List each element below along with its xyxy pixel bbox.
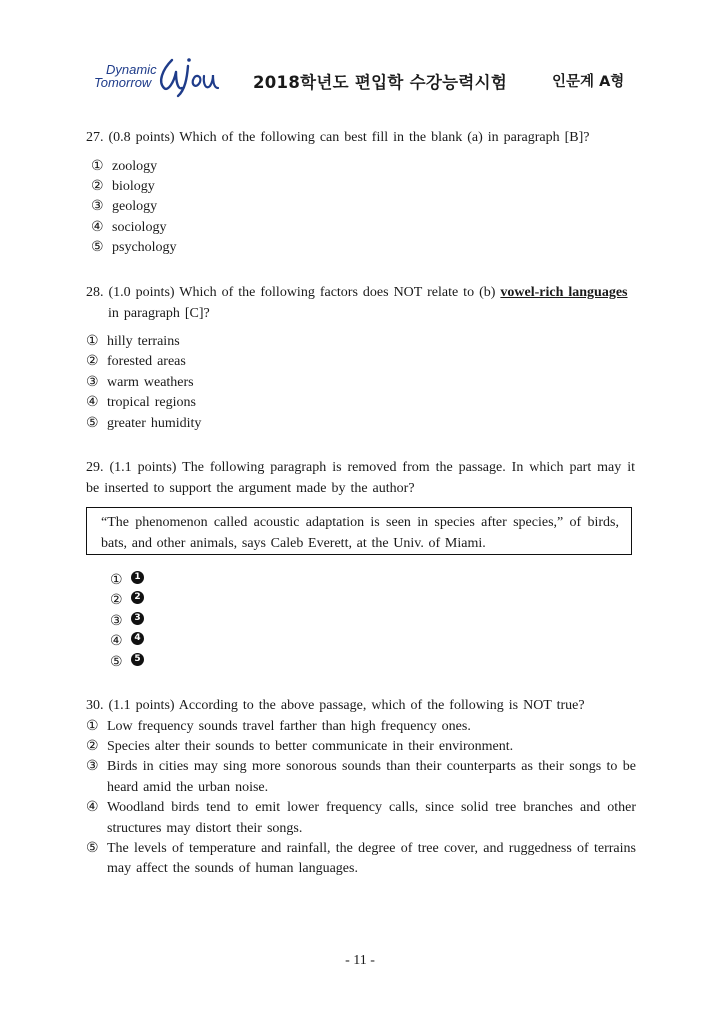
option-number: ① (91, 158, 104, 174)
option-30-4[interactable] (86, 798, 636, 839)
option-text: zoology (112, 158, 158, 174)
question-27-options (86, 157, 634, 259)
logo-text-tomorrow: Tomorrow (94, 75, 152, 90)
option-29-5[interactable] (110, 653, 144, 673)
option-27-2[interactable] (91, 177, 634, 197)
question-29-options (110, 571, 144, 673)
question-28-stem-prefix: 28. (1.0 points) Which of the following factors does NOT relate to (b) (86, 285, 501, 300)
question-27 (86, 128, 634, 259)
option-number: ③ (86, 759, 99, 775)
option-30-3[interactable] (86, 757, 636, 798)
option-29-4[interactable] (110, 632, 144, 652)
option-number: ⑤ (86, 840, 99, 856)
option-number: ⑤ (91, 240, 104, 256)
question-28-options (86, 332, 638, 434)
option-27-4[interactable] (91, 218, 634, 238)
option-text: forested areas (107, 354, 186, 370)
option-27-1[interactable] (91, 157, 634, 177)
option-27-3[interactable] (91, 197, 634, 217)
option-number: ① (110, 573, 123, 588)
option-number: ③ (91, 199, 104, 215)
option-28-1[interactable] (86, 332, 638, 352)
option-number: ② (86, 738, 99, 754)
option-text: psychology (112, 240, 177, 256)
option-text: tropical regions (107, 395, 196, 411)
option-text: sociology (112, 219, 167, 235)
black-circled-number: 5 (131, 653, 144, 666)
question-28-stem-line2: in paragraph [C]? (108, 305, 210, 321)
question-30 (86, 696, 636, 880)
option-number: ④ (86, 800, 99, 816)
option-number: ④ (110, 634, 123, 650)
option-number: ① (86, 718, 99, 734)
black-circled-number: 3 (131, 612, 144, 625)
option-28-3[interactable] (86, 373, 638, 393)
page-header (92, 50, 637, 102)
option-text: Species alter their sounds to better communicate in their environment. (107, 738, 514, 754)
option-text: Woodland birds tend to emit lower frequency calls, since solid tree branches and other structures may distort their songs. (107, 800, 636, 836)
option-30-5[interactable] (86, 839, 636, 880)
option-29-3[interactable] (110, 612, 144, 632)
question-29-stem: 29. (1.1 points) The following paragraph is removed from the passage. In which part may it be inserted to support the argument made by the author? (86, 460, 635, 496)
option-text: geology (112, 199, 158, 215)
option-number: ② (91, 178, 104, 194)
option-number: ① (86, 334, 99, 349)
option-28-5[interactable] (86, 414, 638, 434)
ajou-logo (92, 50, 222, 102)
option-30-1[interactable] (86, 717, 636, 737)
question-27-stem: 27. (0.8 points) Which of the following can best fill in the blank (a) in paragraph [B]? (86, 130, 590, 145)
option-text: Low frequency sounds travel farther than high frequency ones. (107, 718, 471, 734)
option-30-2[interactable] (86, 737, 636, 757)
question-29 (86, 458, 635, 499)
option-number: ② (86, 354, 99, 370)
option-text: greater humidity (107, 415, 202, 431)
option-number: ② (110, 593, 123, 609)
option-29-2[interactable] (110, 591, 144, 611)
option-text: biology (112, 178, 155, 194)
option-text: warm weathers (107, 374, 194, 390)
inserted-paragraph-box: “The phenomenon called acoustic adaptation is seen in species after species,” of birds, bats, and other animals, says Caleb Everett, at the Univ. of Miami. (86, 507, 632, 555)
option-text: The levels of temperature and rainfall, the degree of tree cover, and ruggedness of terrains may affect the sounds of human languages. (107, 840, 636, 877)
option-number: ④ (91, 219, 104, 235)
option-number: ③ (86, 374, 99, 390)
option-28-2[interactable] (86, 352, 638, 372)
option-number: ⑤ (110, 654, 123, 670)
logo-text-dynamic: Dynamic (106, 62, 157, 77)
option-number: ③ (110, 613, 123, 629)
option-27-5[interactable] (91, 238, 634, 258)
option-text: hilly terrains (107, 334, 180, 349)
page-number: - 11 - (345, 953, 375, 968)
option-28-4[interactable] (86, 393, 638, 413)
option-number: ④ (86, 395, 99, 411)
option-number: ⑤ (86, 415, 99, 431)
question-28 (86, 283, 638, 434)
question-30-stem: 30. (1.1 points) According to the above passage, which of the following is NOT true? (86, 698, 585, 713)
option-text: Birds in cities may sing more sonorous sounds than their counterparts as their songs to be heard amid the urban noise. (107, 759, 636, 795)
black-circled-number: 2 (131, 591, 144, 604)
black-circled-number: 1 (131, 571, 144, 584)
exam-type: 인문계 A형 (552, 74, 625, 90)
black-circled-number: 4 (131, 632, 144, 645)
question-28-stem (86, 283, 638, 304)
ajou-script-mark (154, 52, 224, 98)
exam-title: 2018학년도 편입학 수강능력시험 (253, 73, 508, 92)
option-29-1[interactable] (110, 571, 144, 591)
question-28-underlined-term: vowel-rich languages (500, 285, 628, 300)
question-30-options (86, 717, 636, 880)
